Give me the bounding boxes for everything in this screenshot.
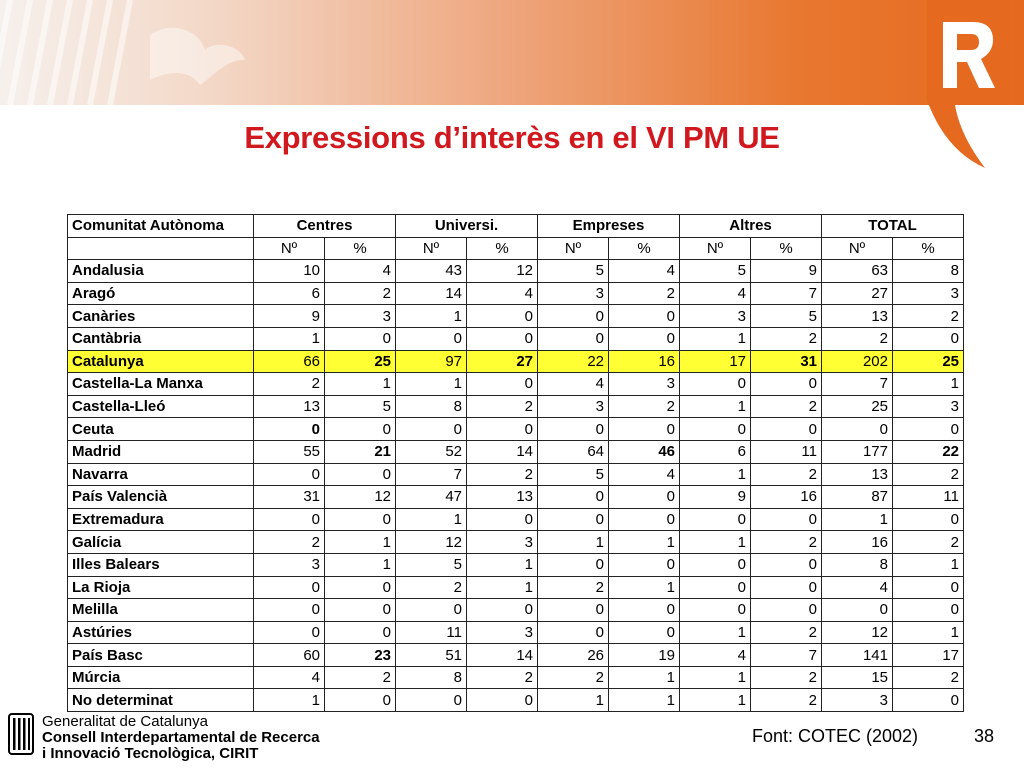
value-cell: 25 (325, 350, 396, 373)
value-cell: 5 (396, 553, 467, 576)
table-row (68, 327, 964, 350)
region-name: Melilla (68, 599, 254, 622)
value-cell: 3 (254, 553, 325, 576)
value-cell: 17 (893, 644, 964, 667)
footer-line-1: Generalitat de Catalunya (42, 713, 208, 730)
subheader-cell: % (325, 237, 396, 260)
value-cell: 2 (751, 463, 822, 486)
value-cell: 0 (538, 418, 609, 441)
value-cell: 3 (893, 282, 964, 305)
subheader-cell: Nº (680, 237, 751, 260)
value-cell: 0 (751, 553, 822, 576)
value-cell: 2 (893, 305, 964, 328)
generalitat-logo-icon (8, 713, 34, 755)
value-cell: 13 (822, 463, 893, 486)
table-row (68, 531, 964, 554)
value-cell: 2 (751, 689, 822, 712)
value-cell: 2 (609, 282, 680, 305)
value-cell: 0 (325, 508, 396, 531)
value-cell: 1 (396, 373, 467, 396)
value-cell: 0 (609, 418, 680, 441)
value-cell: 1 (396, 305, 467, 328)
value-cell: 0 (467, 327, 538, 350)
value-cell: 6 (254, 282, 325, 305)
footer-line-2: Consell Interdepartamental de Recerca (42, 729, 320, 746)
region-name: Aragó (68, 282, 254, 305)
value-cell: 141 (822, 644, 893, 667)
value-cell: 1 (680, 621, 751, 644)
region-name: Cantàbria (68, 327, 254, 350)
value-cell: 21 (325, 440, 396, 463)
value-cell: 14 (467, 644, 538, 667)
value-cell: 1 (538, 689, 609, 712)
value-cell: 9 (680, 486, 751, 509)
value-cell: 0 (325, 576, 396, 599)
header-others: Altres (680, 215, 822, 238)
table-row (68, 666, 964, 689)
value-cell: 0 (467, 418, 538, 441)
value-cell: 1 (893, 373, 964, 396)
value-cell: 2 (467, 463, 538, 486)
table-row (68, 282, 964, 305)
value-cell: 55 (254, 440, 325, 463)
value-cell: 13 (467, 486, 538, 509)
region-name: La Rioja (68, 576, 254, 599)
value-cell: 3 (467, 621, 538, 644)
value-cell: 16 (822, 531, 893, 554)
value-cell: 8 (893, 260, 964, 283)
value-cell: 4 (680, 644, 751, 667)
value-cell: 0 (893, 689, 964, 712)
value-cell: 0 (538, 508, 609, 531)
value-cell: 0 (751, 576, 822, 599)
region-name: Galícia (68, 531, 254, 554)
value-cell: 2 (467, 395, 538, 418)
value-cell: 1 (254, 689, 325, 712)
subheader-cell: % (893, 237, 964, 260)
value-cell: 63 (822, 260, 893, 283)
value-cell: 3 (325, 305, 396, 328)
value-cell: 52 (396, 440, 467, 463)
value-cell: 3 (822, 689, 893, 712)
subheader-cell: Nº (538, 237, 609, 260)
value-cell: 25 (822, 395, 893, 418)
value-cell: 5 (538, 463, 609, 486)
value-cell: 2 (396, 576, 467, 599)
table-row (68, 621, 964, 644)
value-cell: 0 (325, 463, 396, 486)
value-cell: 1 (325, 531, 396, 554)
region-name: Madrid (68, 440, 254, 463)
value-cell: 2 (609, 395, 680, 418)
table-row (68, 508, 964, 531)
value-cell: 4 (609, 463, 680, 486)
value-cell: 1 (893, 553, 964, 576)
value-cell: 12 (396, 531, 467, 554)
value-cell: 0 (396, 418, 467, 441)
value-cell: 4 (325, 260, 396, 283)
value-cell: 9 (751, 260, 822, 283)
value-cell: 0 (467, 373, 538, 396)
value-cell: 46 (609, 440, 680, 463)
region-name: Illes Balears (68, 553, 254, 576)
value-cell: 8 (396, 666, 467, 689)
value-cell: 3 (893, 395, 964, 418)
value-cell: 0 (467, 508, 538, 531)
value-cell: 0 (254, 508, 325, 531)
value-cell: 0 (254, 576, 325, 599)
value-cell: 0 (538, 486, 609, 509)
value-cell: 2 (822, 327, 893, 350)
subheader-cell: Nº (254, 237, 325, 260)
value-cell: 0 (609, 508, 680, 531)
subheader-cell: % (467, 237, 538, 260)
region-name: Andalusia (68, 260, 254, 283)
value-cell: 1 (609, 531, 680, 554)
value-cell: 10 (254, 260, 325, 283)
value-cell: 16 (751, 486, 822, 509)
value-cell: 0 (751, 599, 822, 622)
value-cell: 1 (254, 327, 325, 350)
value-cell: 0 (254, 621, 325, 644)
value-cell: 0 (538, 327, 609, 350)
subheader-blank (68, 237, 254, 260)
value-cell: 0 (680, 508, 751, 531)
slide-title: Expressions d’interès en el VI PM UE (244, 120, 780, 155)
value-cell: 1 (680, 395, 751, 418)
value-cell: 1 (680, 463, 751, 486)
value-cell: 0 (538, 305, 609, 328)
value-cell: 0 (538, 621, 609, 644)
table-subheader-row (68, 237, 964, 260)
value-cell: 11 (751, 440, 822, 463)
value-cell: 7 (751, 644, 822, 667)
value-cell: 0 (751, 508, 822, 531)
value-cell: 66 (254, 350, 325, 373)
value-cell: 0 (396, 599, 467, 622)
value-cell: 0 (609, 599, 680, 622)
value-cell: 0 (467, 599, 538, 622)
value-cell: 2 (538, 576, 609, 599)
value-cell: 0 (254, 463, 325, 486)
value-cell: 16 (609, 350, 680, 373)
value-cell: 0 (325, 599, 396, 622)
header-banner (0, 0, 1024, 105)
value-cell: 5 (751, 305, 822, 328)
value-cell: 0 (538, 599, 609, 622)
value-cell: 12 (467, 260, 538, 283)
region-name: País Valencià (68, 486, 254, 509)
footer-institution (42, 714, 320, 762)
header-centres: Centres (254, 215, 396, 238)
value-cell: 13 (254, 395, 325, 418)
value-cell: 0 (325, 689, 396, 712)
value-cell: 5 (325, 395, 396, 418)
table-row (68, 305, 964, 328)
value-cell: 64 (538, 440, 609, 463)
value-cell: 0 (751, 418, 822, 441)
value-cell: 2 (254, 531, 325, 554)
region-name: Extremadura (68, 508, 254, 531)
value-cell: 2 (751, 666, 822, 689)
value-cell: 4 (822, 576, 893, 599)
value-cell: 0 (751, 373, 822, 396)
value-cell: 2 (325, 282, 396, 305)
value-cell: 0 (822, 418, 893, 441)
subheader-cell: Nº (822, 237, 893, 260)
value-cell: 7 (751, 282, 822, 305)
value-cell: 0 (325, 418, 396, 441)
value-cell: 3 (467, 531, 538, 554)
value-cell: 2 (893, 463, 964, 486)
region-name: Múrcia (68, 666, 254, 689)
value-cell: 7 (822, 373, 893, 396)
value-cell: 1 (467, 576, 538, 599)
value-cell: 8 (822, 553, 893, 576)
value-cell: 1 (680, 689, 751, 712)
value-cell: 4 (467, 282, 538, 305)
value-cell: 22 (893, 440, 964, 463)
value-cell: 3 (538, 282, 609, 305)
value-cell: 5 (538, 260, 609, 283)
value-cell: 14 (396, 282, 467, 305)
value-cell: 2 (538, 666, 609, 689)
value-cell: 1 (822, 508, 893, 531)
value-cell: 14 (467, 440, 538, 463)
footer-line-3: i Innovació Tecnològica, CIRIT (42, 745, 259, 762)
value-cell: 12 (325, 486, 396, 509)
value-cell: 9 (254, 305, 325, 328)
header-universities: Universi. (396, 215, 538, 238)
value-cell: 2 (467, 666, 538, 689)
table-row (68, 440, 964, 463)
table-row (68, 644, 964, 667)
page-number: 38 (974, 726, 995, 746)
value-cell: 1 (396, 508, 467, 531)
value-cell: 4 (538, 373, 609, 396)
table-row (68, 576, 964, 599)
region-name: Castella-La Manxa (68, 373, 254, 396)
subheader-cell: % (609, 237, 680, 260)
value-cell: 11 (396, 621, 467, 644)
region-name: Castella-Lleó (68, 395, 254, 418)
value-cell: 26 (538, 644, 609, 667)
value-cell: 0 (396, 327, 467, 350)
value-cell: 3 (609, 373, 680, 396)
table-row (68, 373, 964, 396)
value-cell: 4 (680, 282, 751, 305)
value-cell: 12 (822, 621, 893, 644)
value-cell: 2 (254, 373, 325, 396)
table-header-row (68, 215, 964, 238)
value-cell: 177 (822, 440, 893, 463)
source-citation: Font: COTEC (2002) (752, 726, 919, 746)
value-cell: 97 (396, 350, 467, 373)
value-cell: 3 (538, 395, 609, 418)
table-row (68, 418, 964, 441)
value-cell: 0 (893, 327, 964, 350)
value-cell: 7 (396, 463, 467, 486)
value-cell: 1 (467, 553, 538, 576)
value-cell: 0 (893, 599, 964, 622)
value-cell: 1 (325, 373, 396, 396)
value-cell: 15 (822, 666, 893, 689)
table-row (68, 689, 964, 712)
value-cell: 1 (680, 327, 751, 350)
subheader-cell: Nº (396, 237, 467, 260)
value-cell: 0 (893, 508, 964, 531)
value-cell: 2 (751, 531, 822, 554)
value-cell: 2 (893, 666, 964, 689)
value-cell: 25 (893, 350, 964, 373)
value-cell: 0 (609, 553, 680, 576)
value-cell: 1 (680, 666, 751, 689)
table-row (68, 463, 964, 486)
table-row (68, 553, 964, 576)
value-cell: 1 (538, 531, 609, 554)
value-cell: 1 (609, 689, 680, 712)
region-name: Navarra (68, 463, 254, 486)
value-cell: 31 (751, 350, 822, 373)
value-cell: 0 (680, 576, 751, 599)
value-cell: 4 (254, 666, 325, 689)
value-cell: 0 (396, 689, 467, 712)
value-cell: 0 (609, 305, 680, 328)
table-row (68, 350, 964, 373)
value-cell: 1 (609, 576, 680, 599)
value-cell: 0 (467, 305, 538, 328)
value-cell: 51 (396, 644, 467, 667)
value-cell: 0 (609, 621, 680, 644)
value-cell: 60 (254, 644, 325, 667)
region-name: País Basc (68, 644, 254, 667)
region-name: No determinat (68, 689, 254, 712)
value-cell: 0 (325, 621, 396, 644)
value-cell: 2 (751, 621, 822, 644)
value-cell: 19 (609, 644, 680, 667)
value-cell: 43 (396, 260, 467, 283)
value-cell: 0 (254, 599, 325, 622)
value-cell: 11 (893, 486, 964, 509)
region-name: Astúries (68, 621, 254, 644)
table-row (68, 395, 964, 418)
value-cell: 0 (680, 418, 751, 441)
value-cell: 202 (822, 350, 893, 373)
value-cell: 13 (822, 305, 893, 328)
value-cell: 0 (893, 576, 964, 599)
header-companies: Empreses (538, 215, 680, 238)
subheader-cell: % (751, 237, 822, 260)
value-cell: 22 (538, 350, 609, 373)
value-cell: 27 (822, 282, 893, 305)
value-cell: 2 (325, 666, 396, 689)
table-row (68, 260, 964, 283)
value-cell: 0 (325, 327, 396, 350)
value-cell: 0 (893, 418, 964, 441)
value-cell: 6 (680, 440, 751, 463)
value-cell: 1 (325, 553, 396, 576)
header-total: TOTAL (822, 215, 964, 238)
data-table (67, 214, 964, 712)
value-cell: 2 (751, 395, 822, 418)
value-cell: 2 (751, 327, 822, 350)
value-cell: 47 (396, 486, 467, 509)
value-cell: 87 (822, 486, 893, 509)
value-cell: 1 (893, 621, 964, 644)
header-region: Comunitat Autònoma (68, 215, 254, 238)
value-cell: 0 (254, 418, 325, 441)
region-name: Canàries (68, 305, 254, 328)
value-cell: 1 (609, 666, 680, 689)
table-row (68, 599, 964, 622)
value-cell: 3 (680, 305, 751, 328)
value-cell: 0 (680, 599, 751, 622)
region-name: Ceuta (68, 418, 254, 441)
value-cell: 0 (680, 373, 751, 396)
value-cell: 0 (538, 553, 609, 576)
value-cell: 8 (396, 395, 467, 418)
region-name: Catalunya (68, 350, 254, 373)
value-cell: 2 (893, 531, 964, 554)
value-cell: 0 (680, 553, 751, 576)
value-cell: 4 (609, 260, 680, 283)
value-cell: 0 (609, 327, 680, 350)
value-cell: 0 (467, 689, 538, 712)
table-row (68, 486, 964, 509)
value-cell: 23 (325, 644, 396, 667)
value-cell: 0 (822, 599, 893, 622)
value-cell: 0 (609, 486, 680, 509)
coat-of-arms-watermark-icon (0, 0, 260, 105)
value-cell: 17 (680, 350, 751, 373)
value-cell: 5 (680, 260, 751, 283)
value-cell: 27 (467, 350, 538, 373)
value-cell: 31 (254, 486, 325, 509)
value-cell: 1 (680, 531, 751, 554)
